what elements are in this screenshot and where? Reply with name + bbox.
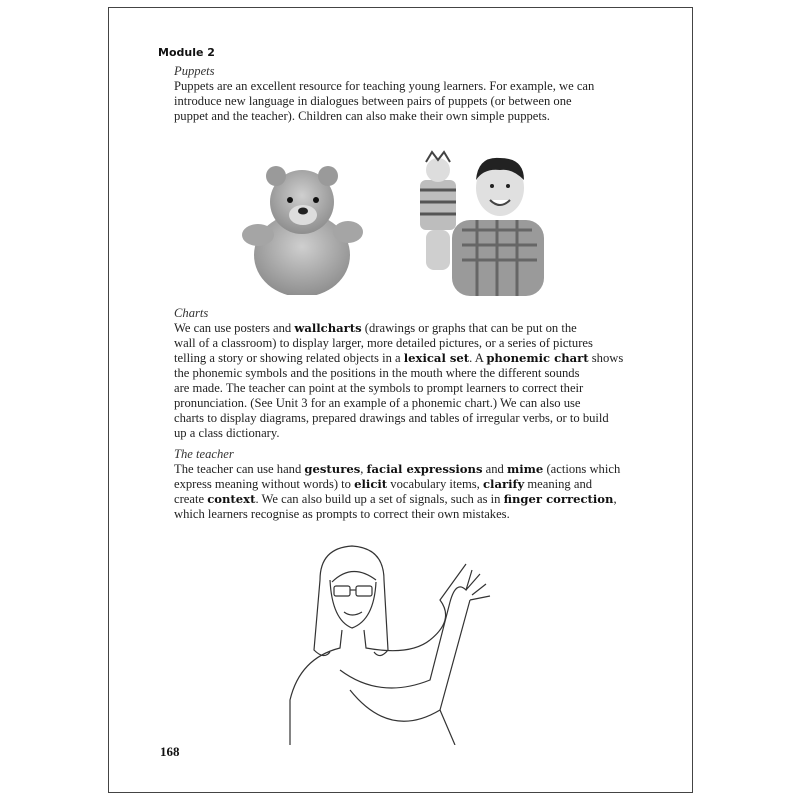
text-run: express meaning without words) to bbox=[174, 477, 355, 491]
key-term: context bbox=[207, 492, 256, 506]
section-heading: The teacher bbox=[174, 447, 234, 461]
text-run: , bbox=[360, 462, 367, 476]
text-run: up a class dictionary. bbox=[174, 426, 280, 440]
section-heading: Charts bbox=[174, 306, 209, 320]
text-run: introduce new language in dialogues between pairs of puppets (or between one bbox=[174, 94, 572, 108]
text-line bbox=[174, 79, 594, 94]
text-run: telling a story or showing related objects in a bbox=[174, 351, 404, 365]
text-line bbox=[174, 477, 620, 492]
text-line bbox=[174, 94, 594, 109]
text-line bbox=[174, 462, 620, 477]
text-run: which learners recognise as prompts to correct their own mistakes. bbox=[174, 507, 510, 521]
text-run: are made. The teacher can point at the symbols to prompt learners to correct their bbox=[174, 381, 584, 395]
text-run: The teacher can use hand bbox=[174, 462, 305, 476]
text-run: pronunciation. (See Unit 3 for an example of a phonemic chart.) We can also use bbox=[174, 396, 581, 410]
section-the-teacher bbox=[174, 447, 620, 522]
section-heading: Puppets bbox=[174, 64, 215, 78]
text-run: . A bbox=[469, 351, 487, 365]
teacher-gesture-drawing bbox=[280, 540, 510, 745]
text-line bbox=[174, 426, 623, 441]
text-line bbox=[174, 109, 594, 124]
text-line bbox=[174, 381, 623, 396]
text-run: (drawings or graphs that can be put on the bbox=[361, 321, 577, 335]
key-term: gestures bbox=[304, 462, 361, 476]
key-term: lexical set bbox=[403, 351, 470, 365]
module-label: Module 2 bbox=[158, 46, 215, 59]
text-run: create bbox=[174, 492, 208, 506]
text-run: the phonemic symbols and the positions in the mouth where the different sounds bbox=[174, 366, 580, 380]
text-run: wall of a classroom) to display larger, more detailed pictures, or a series of pictures bbox=[174, 336, 593, 350]
key-term: phonemic chart bbox=[486, 351, 589, 365]
text-line bbox=[174, 366, 623, 381]
text-run: shows bbox=[588, 351, 624, 365]
key-term: wallcharts bbox=[294, 321, 362, 335]
text-run: and bbox=[482, 462, 507, 476]
text-line bbox=[174, 492, 620, 507]
text-run: , bbox=[613, 492, 617, 506]
text-run: (actions which bbox=[543, 462, 621, 476]
text-line bbox=[174, 336, 623, 351]
key-term: elicit bbox=[354, 477, 388, 491]
text-run: . We can also build up a set of signals, such as in bbox=[255, 492, 504, 506]
text-line bbox=[174, 411, 623, 426]
text-run: We can use posters and bbox=[174, 321, 295, 335]
text-run: puppet and the teacher). Children can also make their own simple puppets. bbox=[174, 109, 550, 123]
key-term: clarify bbox=[482, 477, 525, 491]
teddy-bear-puppet-photo bbox=[240, 160, 365, 295]
key-term: facial expressions bbox=[366, 462, 483, 476]
section-puppets bbox=[174, 64, 594, 124]
key-term: finger correction bbox=[503, 492, 614, 506]
page-number: 168 bbox=[160, 744, 180, 759]
text-run: Puppets are an excellent resource for teaching young learners. For example, we can bbox=[174, 79, 595, 93]
section-charts bbox=[174, 306, 623, 441]
text-run: vocabulary items, bbox=[387, 477, 483, 491]
text-line bbox=[174, 507, 620, 522]
key-term: mime bbox=[506, 462, 544, 476]
boy-with-hand-puppet-photo bbox=[412, 150, 552, 296]
text-run: meaning and bbox=[524, 477, 593, 491]
text-line bbox=[174, 396, 623, 411]
text-line bbox=[174, 351, 623, 366]
text-run: charts to display diagrams, prepared drawings and tables of irregular verbs, or to build bbox=[174, 411, 609, 425]
text-line bbox=[174, 321, 623, 336]
